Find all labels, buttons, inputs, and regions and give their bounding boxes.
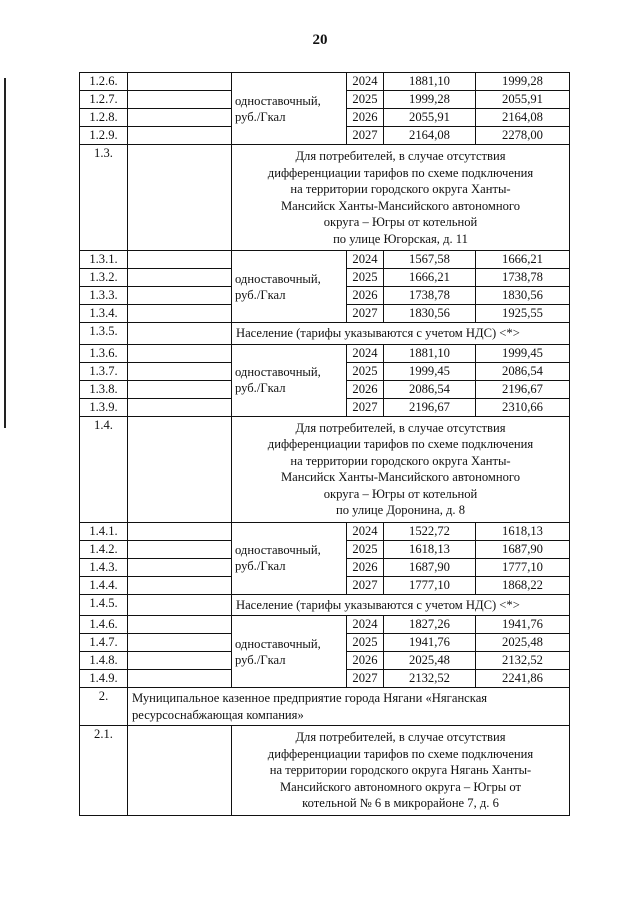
row-number: 1.2.9. xyxy=(80,127,128,145)
tariff-value-second-half: 1941,76 xyxy=(476,616,570,634)
tariff-value-first-half: 1999,28 xyxy=(384,91,476,109)
year-cell: 2024 xyxy=(347,344,384,362)
empty-cell xyxy=(128,558,232,576)
table-row xyxy=(80,251,570,269)
section-header-line: котельной № 6 в микрорайоне 7, д. 6 xyxy=(302,796,499,810)
empty-cell xyxy=(128,398,232,416)
row-number: 1.4. xyxy=(80,416,128,522)
tariff-value-second-half: 2132,52 xyxy=(476,652,570,670)
empty-cell xyxy=(128,362,232,380)
tariff-value-second-half: 1925,55 xyxy=(476,305,570,323)
row-number: 1.3. xyxy=(80,145,128,251)
year-cell: 2025 xyxy=(347,269,384,287)
row-number: 2.1. xyxy=(80,726,128,816)
row-number: 2. xyxy=(80,688,128,726)
tariff-value-first-half: 2086,54 xyxy=(384,380,476,398)
row-number: 1.4.3. xyxy=(80,558,128,576)
section-header-line: по улице Югорская, д. 11 xyxy=(333,231,468,246)
tariff-value-first-half: 1881,10 xyxy=(384,73,476,91)
section-header-line: Для потребителей, в случае отсутствия xyxy=(295,730,506,744)
tariff-value-first-half: 2055,91 xyxy=(384,109,476,127)
year-cell: 2026 xyxy=(347,287,384,305)
year-cell: 2027 xyxy=(347,576,384,594)
empty-cell xyxy=(128,634,232,652)
row-number: 1.4.8. xyxy=(80,652,128,670)
margin-rule xyxy=(4,78,6,428)
tariff-value-second-half: 1830,56 xyxy=(476,287,570,305)
table-row xyxy=(80,145,570,251)
table-row xyxy=(80,616,570,634)
table-row xyxy=(80,416,570,522)
empty-cell xyxy=(128,576,232,594)
table-row xyxy=(80,522,570,540)
tariff-value-first-half: 1827,26 xyxy=(384,616,476,634)
empty-cell xyxy=(128,670,232,688)
row-number: 1.4.1. xyxy=(80,522,128,540)
empty-cell xyxy=(128,540,232,558)
unit-label: одноставочный, руб./Гкал xyxy=(232,251,347,323)
tariff-value-first-half: 1687,90 xyxy=(384,558,476,576)
population-note: Население (тарифы указываются с учетом НДС) <*> xyxy=(232,594,570,616)
year-cell: 2025 xyxy=(347,540,384,558)
row-number: 1.3.6. xyxy=(80,344,128,362)
tariff-table-body xyxy=(80,73,570,816)
tariff-value-second-half: 1999,45 xyxy=(476,344,570,362)
table-row xyxy=(80,323,570,345)
tariff-value-second-half: 1999,28 xyxy=(476,73,570,91)
year-cell: 2024 xyxy=(347,73,384,91)
unit-label: одноставочный, руб./Гкал xyxy=(232,616,347,688)
empty-cell xyxy=(128,652,232,670)
organization-name: Муниципальное казенное предприятие города Нягани «Няганская ресурсоснабжающая компания» xyxy=(128,688,570,726)
empty-cell xyxy=(128,380,232,398)
tariff-value-second-half: 2241,86 xyxy=(476,670,570,688)
year-cell: 2027 xyxy=(347,670,384,688)
tariff-value-first-half: 1777,10 xyxy=(384,576,476,594)
tariff-value-second-half: 2310,66 xyxy=(476,398,570,416)
tariff-value-first-half: 1522,72 xyxy=(384,522,476,540)
section-header-line: на территории городского округа Ханты- xyxy=(290,182,511,196)
empty-cell xyxy=(128,594,232,616)
unit-label: одноставочный, руб./Гкал xyxy=(232,344,347,416)
tariff-value-second-half: 2086,54 xyxy=(476,362,570,380)
tariff-value-first-half: 2132,52 xyxy=(384,670,476,688)
table-row xyxy=(80,594,570,616)
row-number: 1.3.7. xyxy=(80,362,128,380)
empty-cell xyxy=(128,344,232,362)
tariff-value-first-half: 1999,45 xyxy=(384,362,476,380)
year-cell: 2025 xyxy=(347,362,384,380)
table-row xyxy=(80,726,570,816)
empty-cell xyxy=(128,73,232,91)
tariff-value-second-half: 1777,10 xyxy=(476,558,570,576)
year-cell: 2024 xyxy=(347,251,384,269)
empty-cell xyxy=(128,305,232,323)
row-number: 1.2.7. xyxy=(80,91,128,109)
row-number: 1.4.9. xyxy=(80,670,128,688)
section-header-line: по улице Доронина, д. 8 xyxy=(335,503,466,517)
tariff-value-second-half: 2164,08 xyxy=(476,109,570,127)
row-number: 1.3.9. xyxy=(80,398,128,416)
row-number: 1.2.6. xyxy=(80,73,128,91)
year-cell: 2026 xyxy=(347,652,384,670)
row-number: 1.3.5. xyxy=(80,323,128,345)
tariff-value-second-half: 1738,78 xyxy=(476,269,570,287)
section-header-line: дифференциации тарифов по схеме подключения xyxy=(267,437,534,451)
unit-label: одноставочный, руб./Гкал xyxy=(232,73,347,145)
tariff-value-first-half: 1666,21 xyxy=(384,269,476,287)
section-header-line: округа – Югры от котельной xyxy=(323,215,478,229)
tariff-value-second-half: 2025,48 xyxy=(476,634,570,652)
year-cell: 2027 xyxy=(347,127,384,145)
empty-cell xyxy=(128,251,232,269)
unit-label: одноставочный, руб./Гкал xyxy=(232,522,347,594)
row-number: 1.4.2. xyxy=(80,540,128,558)
table-row xyxy=(80,73,570,91)
empty-cell xyxy=(128,269,232,287)
tariff-value-second-half: 1868,22 xyxy=(476,576,570,594)
empty-cell xyxy=(128,522,232,540)
empty-cell xyxy=(128,287,232,305)
tariff-value-first-half: 1567,58 xyxy=(384,251,476,269)
year-cell: 2024 xyxy=(347,522,384,540)
page-number: 20 xyxy=(312,32,328,48)
empty-cell xyxy=(128,145,232,251)
empty-cell xyxy=(128,127,232,145)
empty-cell xyxy=(128,416,232,522)
year-cell: 2024 xyxy=(347,616,384,634)
row-number: 1.2.8. xyxy=(80,109,128,127)
year-cell: 2025 xyxy=(347,634,384,652)
row-number: 1.4.6. xyxy=(80,616,128,634)
year-cell: 2026 xyxy=(347,380,384,398)
row-number: 1.4.5. xyxy=(80,594,128,616)
year-cell: 2027 xyxy=(347,305,384,323)
row-number: 1.3.8. xyxy=(80,380,128,398)
year-cell: 2026 xyxy=(347,109,384,127)
row-number: 1.3.2. xyxy=(80,269,128,287)
section-header-line: Мансийск Ханты-Мансийского автономного xyxy=(280,198,521,213)
row-number: 1.4.7. xyxy=(80,634,128,652)
table-row xyxy=(80,344,570,362)
empty-cell xyxy=(128,616,232,634)
tariff-value-first-half: 1881,10 xyxy=(384,344,476,362)
section-header-line: Мансийского автономного округа – Югры от xyxy=(279,779,522,794)
section-header-line: на территории городского округа Ханты- xyxy=(290,453,511,468)
section-header-line: Для потребителей, в случае отсутствия xyxy=(295,420,506,435)
table-row xyxy=(80,688,570,726)
empty-cell xyxy=(128,726,232,816)
empty-cell xyxy=(128,109,232,127)
tariff-table xyxy=(79,72,570,816)
row-number: 1.3.4. xyxy=(80,305,128,323)
tariff-value-first-half: 2164,08 xyxy=(384,127,476,145)
empty-cell xyxy=(128,91,232,109)
tariff-value-second-half: 1687,90 xyxy=(476,540,570,558)
tariff-value-first-half: 2196,67 xyxy=(384,398,476,416)
tariff-value-second-half: 1618,13 xyxy=(476,522,570,540)
population-note: Население (тарифы указываются с учетом НДС) <*> xyxy=(232,323,570,345)
tariff-value-first-half: 1830,56 xyxy=(384,305,476,323)
year-cell: 2027 xyxy=(347,398,384,416)
year-cell: 2026 xyxy=(347,558,384,576)
section-header xyxy=(232,726,570,816)
section-header-line: Для потребителей, в случае отсутствия xyxy=(295,149,506,163)
section-header-line: округа – Югры от котельной xyxy=(323,486,478,501)
section-header-line: дифференциации тарифов по схеме подключения xyxy=(267,165,534,180)
year-cell: 2025 xyxy=(347,91,384,109)
tariff-value-first-half: 1941,76 xyxy=(384,634,476,652)
tariff-value-first-half: 2025,48 xyxy=(384,652,476,670)
row-number: 1.3.3. xyxy=(80,287,128,305)
tariff-value-second-half: 2278,00 xyxy=(476,127,570,145)
tariff-value-second-half: 1666,21 xyxy=(476,251,570,269)
tariff-value-first-half: 1618,13 xyxy=(384,540,476,558)
empty-cell xyxy=(128,323,232,345)
tariff-value-first-half: 1738,78 xyxy=(384,287,476,305)
tariff-value-second-half: 2055,91 xyxy=(476,91,570,109)
section-header-line: дифференциации тарифов по схеме подключения xyxy=(267,746,534,761)
section-header xyxy=(232,416,570,522)
section-header-line: Мансийск Ханты-Мансийского автономного xyxy=(280,470,521,484)
section-header-line: на территории городского округа Нягань Ханты- xyxy=(269,763,532,777)
row-number: 1.3.1. xyxy=(80,251,128,269)
tariff-value-second-half: 2196,67 xyxy=(476,380,570,398)
section-header xyxy=(232,145,570,251)
row-number: 1.4.4. xyxy=(80,576,128,594)
